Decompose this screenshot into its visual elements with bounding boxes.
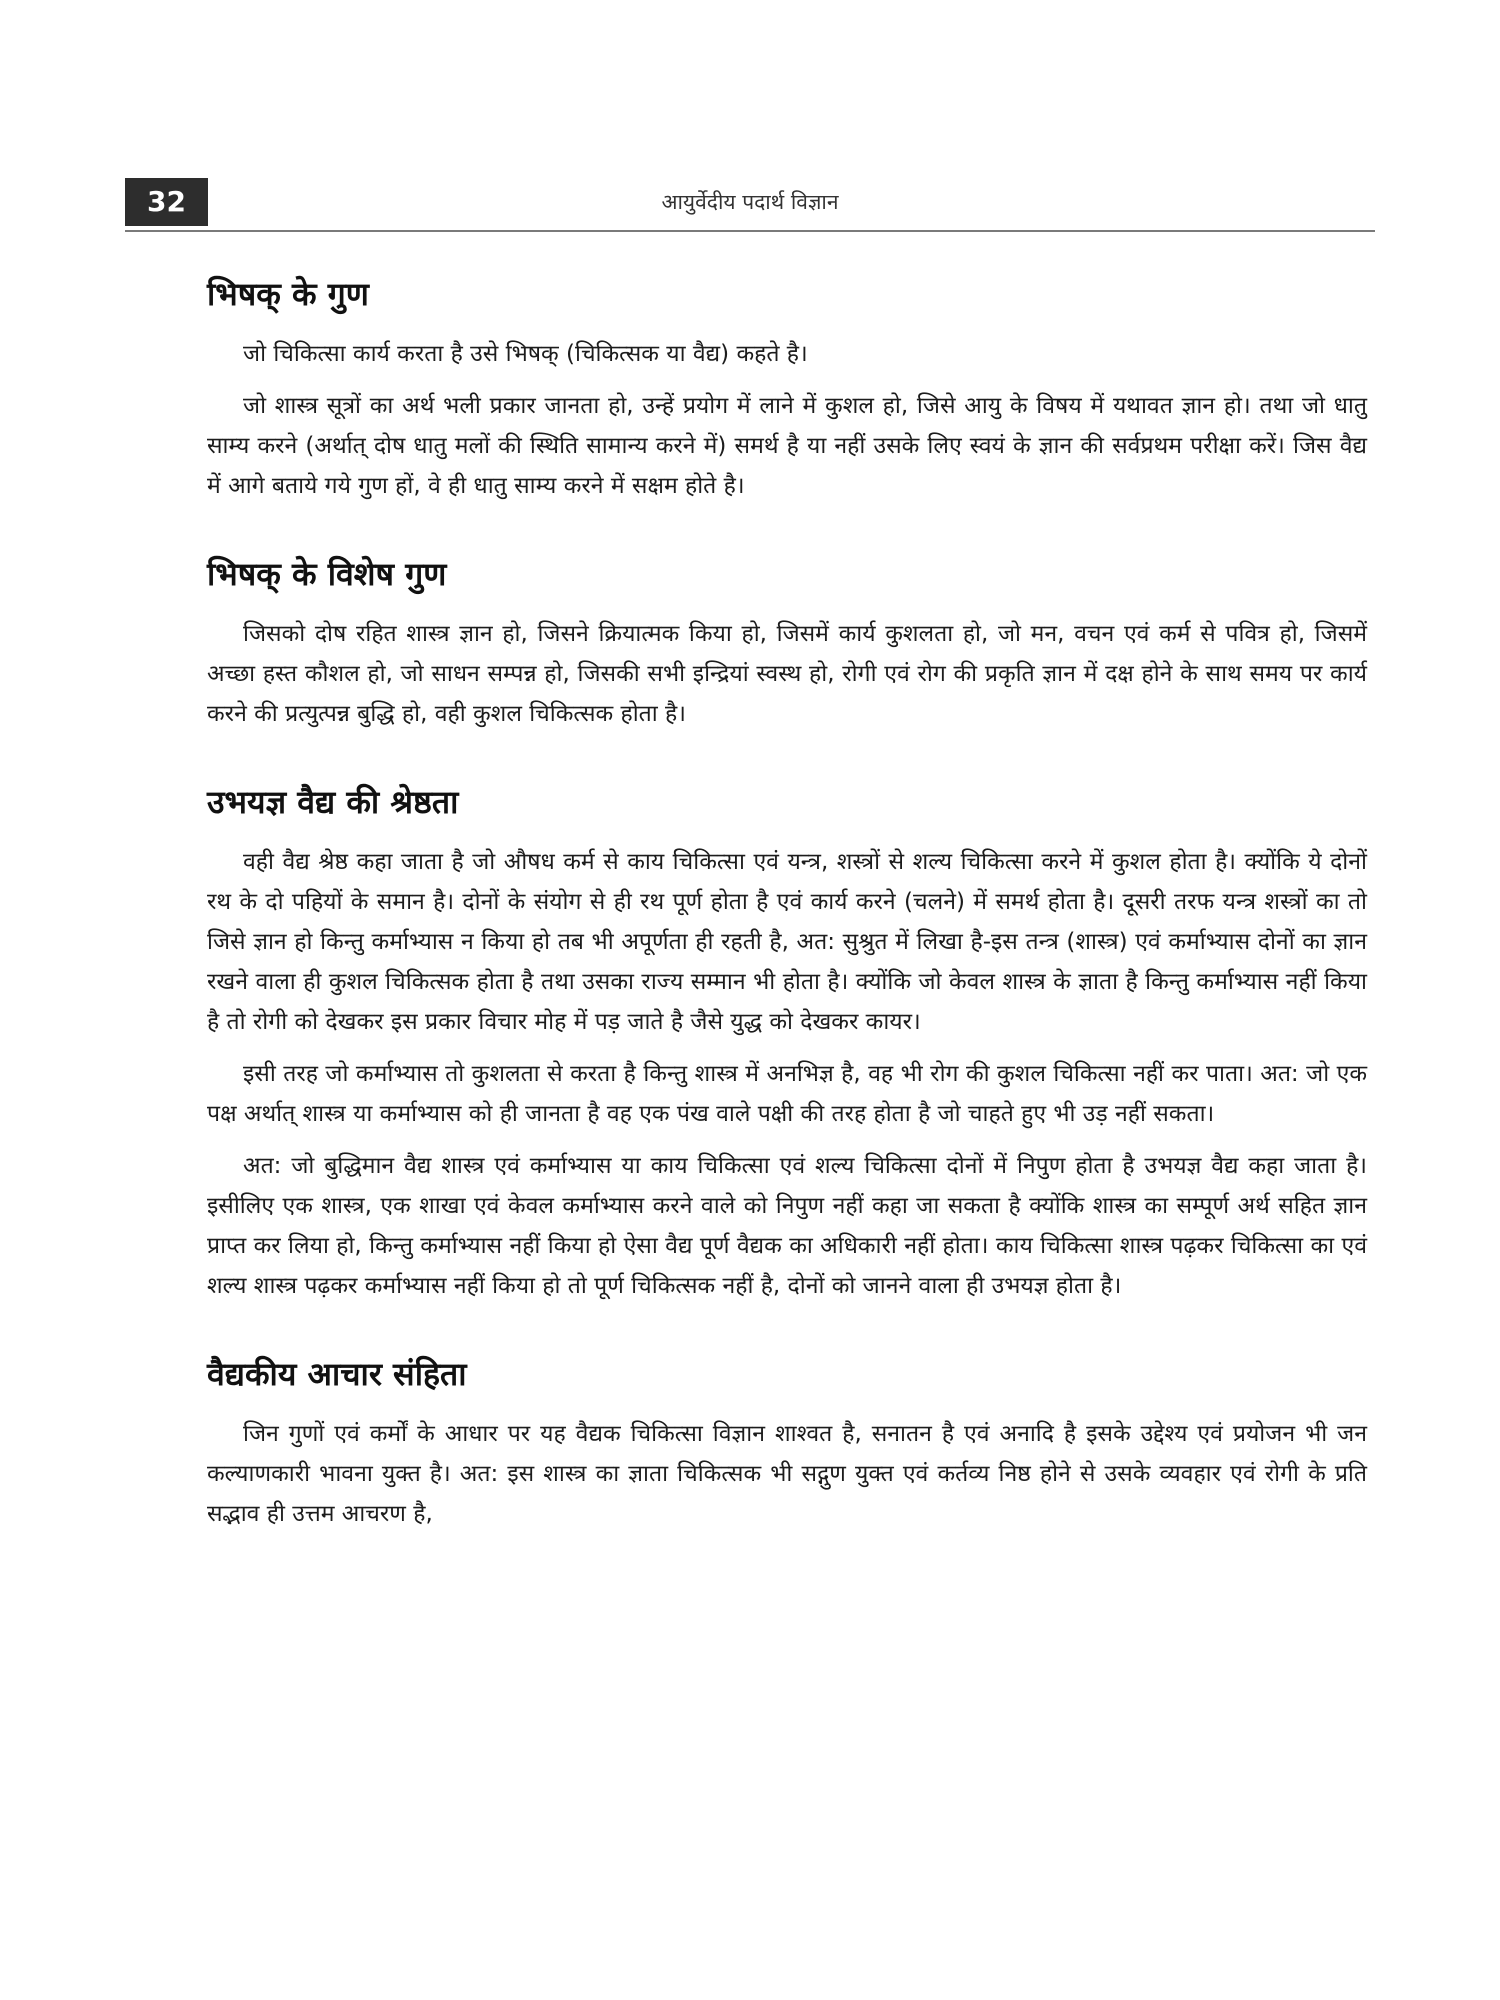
paragraph: जिसको दोष रहित शास्त्र ज्ञान हो, जिसने क्रियात्मक किया हो, जिसमें कार्य कुशलता हो, जो मन, वचन एवं कर्म से पवित्र हो, जिसमें अच्छा हस्त कौशल हो, जो साधन सम्पन्न हो, जिसकी सभी इन्द्रियां स्वस्थ हो, रोगी एवं रोग की प्रकृति ज्ञान में दक्ष होने के साथ समय पर कार्य करने की प्रत्युत्पन्न बुद्धि हो, वही कुशल चिकित्सक होता है। [207, 621, 1367, 727]
paragraph: वही वैद्य श्रेष्ठ कहा जाता है जो औषध कर्म से काय चिकित्सा एवं यन्त्र, शस्त्रों से शल्य चिकित्सा करने में कुशल होता है। क्योंकि ये दोनों रथ के दो पहियों के समान है। दोनों के संयोग से ही रथ पूर्ण होता है एवं कार्य करने (चलने) में समर्थ होता है। दूसरी तरफ यन्त्र शस्त्रों का तो जिसे ज्ञान हो किन्तु कर्माभ्यास न किया हो तब भी अपूर्णता ही रहती है, अत: सुश्रुत में लिखा है-इस तन्त्र (शास्त्र) एवं कर्माभ्यास दोनों का ज्ञान रखने वाला ही कुशल चिकित्सक होता है तथा उसका राज्य सम्मान भी होता है। क्योंकि जो केवल शास्त्र के ज्ञाता है किन्तु कर्माभ्यास नहीं किया है तो रोगी को देखकर इस प्रकार विचार मोह में पड़ जाते है जैसे युद्ध को देखकर कायर। [207, 849, 1368, 1035]
paragraph: इसी तरह जो कर्माभ्यास तो कुशलता से करता है किन्तु शास्त्र में अनभिज्ञ है, वह भी रोग की कुशल चिकित्सा नहीं कर पाता। अत: जो एक पक्ष अर्थात् शास्त्र या कर्माभ्यास को ही जानता है वह एक पंख वाले पक्षी की तरह होता है जो चाहते हुए भी उड़ नहीं सकता। [207, 1061, 1367, 1127]
section-heading: उभयज्ञ वैद्य की श्रेष्ठता [207, 783, 459, 821]
running-title: आयुर्वेदीय पदार्थ विज्ञान [661, 190, 839, 214]
section-bhishak-gun [207, 272, 1367, 506]
section-heading: वैद्यकीय आचार संहिता [207, 1355, 467, 1393]
section-vaidyakiya-achar-samhita [207, 1352, 1367, 1534]
paragraph: जो चिकित्सा कार्य करता है उसे भिषक् (चिकित्सक या वैद्य) कहते है। [243, 341, 808, 367]
section-ubhayagya-vaidya [207, 780, 1367, 1306]
paragraph: अत: जो बुद्धिमान वैद्य शास्त्र एवं कर्माभ्यास या काय चिकित्सा एवं शल्य चिकित्सा दोनों में निपुण होता है उभयज्ञ वैद्य कहा जाता है। इसीलिए एक शास्त्र, एक शाखा एवं केवल कर्माभ्यास करने वाले को निपुण नहीं कहा जा सकता है क्योंकि शास्त्र का सम्पूर्ण अर्थ सहित ज्ञान प्राप्त कर लिया हो, किन्तु कर्माभ्यास नहीं किया हो ऐसा वैद्य पूर्ण वैद्यक का अधिकारी नहीं होता। काय चिकित्सा शास्त्र पढ़कर चिकित्सा का एवं शल्य शास्त्र पढ़कर कर्माभ्यास नहीं किया हो तो पूर्ण चिकित्सक नहीं है, दोनों को जानने वाला ही उभयज्ञ होता है। [207, 1153, 1367, 1299]
page-header [125, 178, 1375, 226]
section-bhishak-vishesh-gun [207, 552, 1367, 734]
page-number: 32 [125, 178, 208, 226]
header-rule [125, 230, 1375, 232]
section-heading: भिषक् के गुण [207, 275, 369, 313]
page-content [207, 272, 1367, 1580]
section-heading: भिषक् के विशेष गुण [207, 555, 447, 593]
paragraph: जो शास्त्र सूत्रों का अर्थ भली प्रकार जानता हो, उन्हें प्रयोग में लाने में कुशल हो, जिसे आयु के विषय में यथावत ज्ञान हो। तथा जो धातु साम्य करने (अर्थात् दोष धातु मलों की स्थिति सामान्य करने में) समर्थ है या नहीं उसके लिए स्वयं के ज्ञान की सर्वप्रथम परीक्षा करें। जिस वैद्य में आगे बताये गये गुण हों, वे ही धातु साम्य करने में सक्षम होते है। [207, 393, 1367, 499]
paragraph: जिन गुणों एवं कर्मों के आधार पर यह वैद्यक चिकित्सा विज्ञान शाश्वत है, सनातन है एवं अनादि है इसके उद्देश्य एवं प्रयोजन भी जन कल्याणकारी भावना युक्त है। अत: इस शास्त्र का ज्ञाता चिकित्सक भी सद्गुण युक्त एवं कर्तव्य निष्ठ होने से उसके व्यवहार एवं रोगी के प्रति सद्भाव ही उत्तम आचरण है, [207, 1421, 1367, 1527]
